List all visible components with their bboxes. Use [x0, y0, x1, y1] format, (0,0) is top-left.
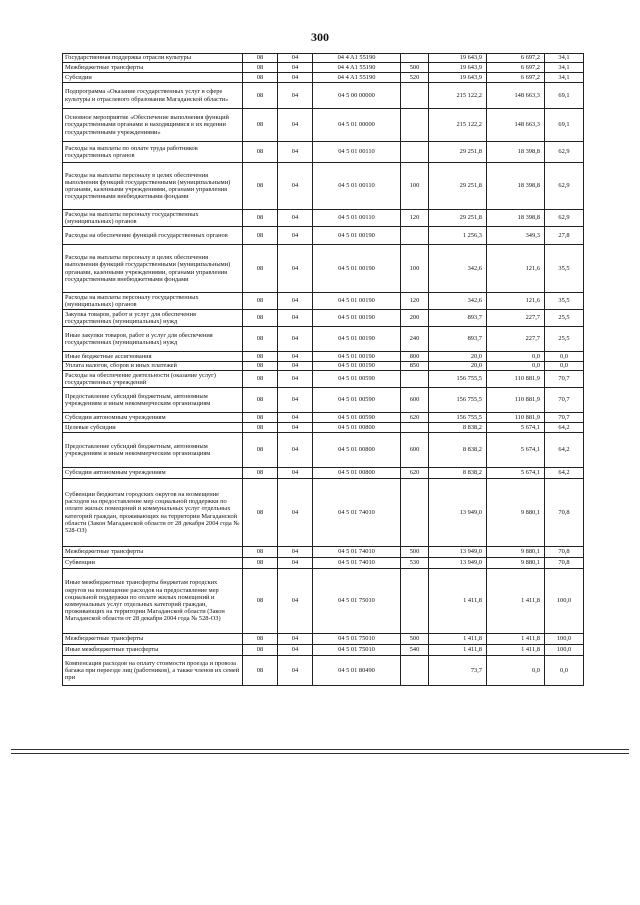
row-executed-amount-cell: 0,0	[487, 656, 545, 686]
table-row	[63, 54, 584, 63]
row-percent-cell: 64,2	[545, 468, 584, 479]
row-target-item-cell: 04 5 01 75010	[313, 634, 401, 645]
row-target-item-cell: 04 5 01 74010	[313, 479, 401, 547]
row-section-cell: 08	[243, 109, 278, 142]
row-name-cell: Иные межбюджетные трансферты	[63, 645, 243, 656]
row-subsection-cell: 04	[278, 634, 313, 645]
row-section-cell: 08	[243, 645, 278, 656]
row-executed-amount-cell: 121,6	[487, 245, 545, 293]
row-percent-cell: 0,0	[545, 352, 584, 362]
footer-rule	[11, 749, 629, 750]
row-executed-amount-cell: 9 880,1	[487, 547, 545, 558]
row-planned-amount-cell: 29 251,8	[429, 163, 487, 210]
row-name-cell: Иные бюджетные ассигнования	[63, 352, 243, 362]
table-row	[63, 362, 584, 371]
row-percent-cell: 27,8	[545, 227, 584, 245]
row-percent-cell: 25,5	[545, 310, 584, 327]
row-expense-type-cell: 540	[401, 645, 429, 656]
row-executed-amount-cell: 9 880,1	[487, 479, 545, 547]
row-section-cell: 08	[243, 362, 278, 371]
row-planned-amount-cell: 73,7	[429, 656, 487, 686]
row-section-cell: 08	[243, 558, 278, 569]
row-name-cell: Компенсация расходов на оплату стоимости проезда и провоза багажа при переезде лиц (работников), а также членов их семей при	[63, 656, 243, 686]
row-executed-amount-cell: 6 697,2	[487, 54, 545, 63]
row-percent-cell: 62,9	[545, 142, 584, 163]
row-section-cell: 08	[243, 63, 278, 73]
table-row	[63, 656, 584, 686]
row-target-item-cell: 04 5 01 00590	[313, 388, 401, 413]
row-subsection-cell: 04	[278, 479, 313, 547]
row-percent-cell: 70,7	[545, 388, 584, 413]
row-percent-cell: 100,0	[545, 634, 584, 645]
row-executed-amount-cell: 148 663,3	[487, 83, 545, 109]
row-planned-amount-cell: 19 643,9	[429, 54, 487, 63]
row-executed-amount-cell: 0,0	[487, 362, 545, 371]
row-target-item-cell: 04 5 01 00800	[313, 433, 401, 468]
row-subsection-cell: 04	[278, 227, 313, 245]
row-subsection-cell: 04	[278, 83, 313, 109]
row-planned-amount-cell: 19 643,9	[429, 63, 487, 73]
row-name-cell: Субсидии	[63, 73, 243, 83]
row-executed-amount-cell: 1 411,8	[487, 645, 545, 656]
row-percent-cell: 70,7	[545, 413, 584, 423]
row-name-cell: Межбюджетные трансферты	[63, 634, 243, 645]
row-section-cell: 08	[243, 569, 278, 634]
row-expense-type-cell	[401, 83, 429, 109]
row-expense-type-cell: 520	[401, 73, 429, 83]
row-subsection-cell: 04	[278, 142, 313, 163]
row-target-item-cell: 04 4 A1 55190	[313, 73, 401, 83]
row-expense-type-cell: 850	[401, 362, 429, 371]
row-percent-cell: 34,1	[545, 54, 584, 63]
table-row	[63, 645, 584, 656]
row-subsection-cell: 04	[278, 210, 313, 227]
row-planned-amount-cell: 29 251,8	[429, 142, 487, 163]
row-section-cell: 08	[243, 433, 278, 468]
row-name-cell: Расходы на обеспечение деятельности (оказание услуг) государственных учреждений	[63, 371, 243, 388]
row-executed-amount-cell: 6 697,2	[487, 73, 545, 83]
row-target-item-cell: 04 5 01 00590	[313, 371, 401, 388]
row-subsection-cell: 04	[278, 433, 313, 468]
row-expense-type-cell: 620	[401, 413, 429, 423]
row-section-cell: 08	[243, 310, 278, 327]
row-name-cell: Расходы на выплаты персоналу государственных (муниципальных) органов	[63, 293, 243, 310]
row-expense-type-cell	[401, 109, 429, 142]
row-target-item-cell: 04 4 A1 55190	[313, 54, 401, 63]
row-target-item-cell: 04 5 01 00000	[313, 109, 401, 142]
row-percent-cell: 62,9	[545, 163, 584, 210]
table-row	[63, 468, 584, 479]
row-target-item-cell: 04 5 01 74010	[313, 558, 401, 569]
row-planned-amount-cell: 156 755,5	[429, 413, 487, 423]
row-expense-type-cell	[401, 656, 429, 686]
table-row	[63, 423, 584, 433]
row-subsection-cell: 04	[278, 163, 313, 210]
row-percent-cell: 69,1	[545, 109, 584, 142]
row-target-item-cell: 04 5 01 74010	[313, 547, 401, 558]
row-planned-amount-cell: 13 949,0	[429, 547, 487, 558]
row-target-item-cell: 04 5 01 00110	[313, 163, 401, 210]
row-planned-amount-cell: 29 251,8	[429, 210, 487, 227]
row-planned-amount-cell: 1 411,8	[429, 645, 487, 656]
row-section-cell: 08	[243, 142, 278, 163]
row-subsection-cell: 04	[278, 245, 313, 293]
row-target-item-cell: 04 5 01 00190	[313, 362, 401, 371]
table-row	[63, 63, 584, 73]
row-percent-cell: 70,7	[545, 371, 584, 388]
row-section-cell: 08	[243, 634, 278, 645]
row-expense-type-cell: 530	[401, 558, 429, 569]
row-executed-amount-cell: 1 411,8	[487, 634, 545, 645]
row-target-item-cell: 04 5 01 00190	[313, 245, 401, 293]
table-row	[63, 245, 584, 293]
budget-table-body	[63, 54, 584, 686]
row-name-cell: Основное мероприятие «Обеспечение выполнения функций государственными органами и находящимися в их ведении государственными учреждениями»	[63, 109, 243, 142]
row-planned-amount-cell: 19 643,9	[429, 73, 487, 83]
row-executed-amount-cell: 5 674,1	[487, 468, 545, 479]
row-subsection-cell: 04	[278, 413, 313, 423]
row-target-item-cell: 04 5 01 00190	[313, 352, 401, 362]
row-percent-cell: 25,5	[545, 327, 584, 352]
row-name-cell: Предоставление субсидий бюджетным, автономным учреждениям и иным некоммерческим организациям	[63, 433, 243, 468]
row-planned-amount-cell: 13 949,0	[429, 558, 487, 569]
row-planned-amount-cell: 156 755,5	[429, 371, 487, 388]
row-section-cell: 08	[243, 479, 278, 547]
table-row	[63, 388, 584, 413]
row-target-item-cell: 04 5 01 00110	[313, 142, 401, 163]
table-row	[63, 352, 584, 362]
row-planned-amount-cell: 20,0	[429, 352, 487, 362]
row-executed-amount-cell: 18 398,8	[487, 142, 545, 163]
row-target-item-cell: 04 5 01 00800	[313, 423, 401, 433]
row-name-cell: Подпрограмма «Оказание государственных услуг в сфере культуры и отраслевого образования Магаданской области»	[63, 83, 243, 109]
row-subsection-cell: 04	[278, 109, 313, 142]
row-subsection-cell: 04	[278, 388, 313, 413]
row-executed-amount-cell: 227,7	[487, 327, 545, 352]
row-target-item-cell: 04 5 01 00110	[313, 210, 401, 227]
row-section-cell: 08	[243, 210, 278, 227]
row-subsection-cell: 04	[278, 468, 313, 479]
row-percent-cell: 35,5	[545, 245, 584, 293]
row-expense-type-cell: 100	[401, 245, 429, 293]
row-name-cell: Иные межбюджетные трансферты бюджетам городских округов на возмещение расходов на предоставление мер социальной поддержки по оплате жилых помещений и коммунальных услуг отдельных категорий граждан, проживающих на территории Магаданской области (Закон Магаданской области от 28 декабря 2004 года № 528-ОЗ)	[63, 569, 243, 634]
row-percent-cell: 100,0	[545, 569, 584, 634]
row-subsection-cell: 04	[278, 547, 313, 558]
row-expense-type-cell	[401, 479, 429, 547]
row-name-cell: Межбюджетные трансферты	[63, 63, 243, 73]
row-name-cell: Субсидии автономным учреждениям	[63, 468, 243, 479]
row-name-cell: Предоставление субсидий бюджетным, автономным учреждениям и иным некоммерческим организациям	[63, 388, 243, 413]
row-subsection-cell: 04	[278, 569, 313, 634]
row-expense-type-cell: 120	[401, 293, 429, 310]
row-planned-amount-cell: 1 411,8	[429, 634, 487, 645]
table-row	[63, 227, 584, 245]
row-target-item-cell: 04 5 01 00800	[313, 468, 401, 479]
row-name-cell: Субсидии автономным учреждениям	[63, 413, 243, 423]
row-section-cell: 08	[243, 163, 278, 210]
row-expense-type-cell: 500	[401, 547, 429, 558]
table-row	[63, 210, 584, 227]
row-percent-cell: 62,9	[545, 210, 584, 227]
row-planned-amount-cell: 156 755,5	[429, 388, 487, 413]
row-target-item-cell: 04 5 01 00590	[313, 413, 401, 423]
row-planned-amount-cell: 893,7	[429, 327, 487, 352]
row-expense-type-cell	[401, 371, 429, 388]
row-executed-amount-cell: 121,6	[487, 293, 545, 310]
row-percent-cell: 70,8	[545, 558, 584, 569]
row-percent-cell: 0,0	[545, 656, 584, 686]
row-expense-type-cell	[401, 569, 429, 634]
row-executed-amount-cell: 0,0	[487, 352, 545, 362]
row-executed-amount-cell: 110 881,9	[487, 413, 545, 423]
row-subsection-cell: 04	[278, 352, 313, 362]
row-executed-amount-cell: 1 411,8	[487, 569, 545, 634]
row-planned-amount-cell: 8 838,2	[429, 433, 487, 468]
row-planned-amount-cell: 8 838,2	[429, 423, 487, 433]
row-expense-type-cell: 600	[401, 433, 429, 468]
budget-table	[62, 53, 584, 686]
row-executed-amount-cell: 18 398,8	[487, 163, 545, 210]
footer-rule-secondary	[11, 753, 629, 754]
row-expense-type-cell: 200	[401, 310, 429, 327]
row-section-cell: 08	[243, 245, 278, 293]
row-expense-type-cell: 500	[401, 634, 429, 645]
row-target-item-cell: 04 5 01 75010	[313, 569, 401, 634]
row-section-cell: 08	[243, 468, 278, 479]
row-name-cell: Расходы на выплаты персоналу в целях обеспечения выполнения функций государственными (муниципальными) органами, казенными учреждениями, органами управления государственными внебюджетными фондами	[63, 163, 243, 210]
row-subsection-cell: 04	[278, 54, 313, 63]
table-row	[63, 73, 584, 83]
row-name-cell: Субвенции бюджетам городских округов на возмещение расходов на предоставление мер социальной поддержки по оплате жилых помещений и коммунальных услуг отдельных категорий граждан, проживающих на территории Магаданской области (Закон Магаданской области от 28 декабря 2004 года № 528-ОЗ)	[63, 479, 243, 547]
row-target-item-cell: 04 4 A1 55190	[313, 63, 401, 73]
row-name-cell: Расходы на выплаты персоналу государственных (муниципальных) органов	[63, 210, 243, 227]
row-executed-amount-cell: 9 880,1	[487, 558, 545, 569]
table-row	[63, 327, 584, 352]
row-target-item-cell: 04 5 01 00190	[313, 293, 401, 310]
row-subsection-cell: 04	[278, 293, 313, 310]
row-section-cell: 08	[243, 423, 278, 433]
row-percent-cell: 0,0	[545, 362, 584, 371]
row-percent-cell: 70,8	[545, 547, 584, 558]
row-name-cell: Межбюджетные трансферты	[63, 547, 243, 558]
row-section-cell: 08	[243, 371, 278, 388]
table-row	[63, 569, 584, 634]
row-planned-amount-cell: 13 949,0	[429, 479, 487, 547]
row-executed-amount-cell: 5 674,1	[487, 433, 545, 468]
row-subsection-cell: 04	[278, 558, 313, 569]
row-expense-type-cell: 500	[401, 63, 429, 73]
row-percent-cell: 35,5	[545, 293, 584, 310]
row-expense-type-cell: 240	[401, 327, 429, 352]
table-row	[63, 310, 584, 327]
row-percent-cell: 64,2	[545, 433, 584, 468]
row-executed-amount-cell: 110 881,9	[487, 388, 545, 413]
row-target-item-cell: 04 5 01 00190	[313, 227, 401, 245]
row-subsection-cell: 04	[278, 371, 313, 388]
row-expense-type-cell: 120	[401, 210, 429, 227]
page-number: 300	[311, 30, 329, 44]
row-planned-amount-cell: 20,0	[429, 362, 487, 371]
row-name-cell: Иные закупки товаров, работ и услуг для обеспечения государственных (муниципальных) нужд	[63, 327, 243, 352]
row-subsection-cell: 04	[278, 327, 313, 352]
row-expense-type-cell: 620	[401, 468, 429, 479]
row-expense-type-cell	[401, 227, 429, 245]
row-section-cell: 08	[243, 227, 278, 245]
row-name-cell: Расходы на выплаты персоналу в целях обеспечения выполнения функций государственными (муниципальными) органами, казенными учреждениями, органами управления государственными внебюджетными фондами	[63, 245, 243, 293]
row-subsection-cell: 04	[278, 362, 313, 371]
row-section-cell: 08	[243, 73, 278, 83]
row-subsection-cell: 04	[278, 310, 313, 327]
row-executed-amount-cell: 18 398,8	[487, 210, 545, 227]
row-executed-amount-cell: 110 881,9	[487, 371, 545, 388]
row-section-cell: 08	[243, 656, 278, 686]
row-section-cell: 08	[243, 327, 278, 352]
row-subsection-cell: 04	[278, 423, 313, 433]
row-expense-type-cell	[401, 54, 429, 63]
row-planned-amount-cell: 215 122,2	[429, 109, 487, 142]
table-row	[63, 293, 584, 310]
row-expense-type-cell: 800	[401, 352, 429, 362]
row-expense-type-cell	[401, 142, 429, 163]
row-name-cell: Закупка товаров, работ и услуг для обеспечения государственных (муниципальных) нужд	[63, 310, 243, 327]
row-planned-amount-cell: 215 122,2	[429, 83, 487, 109]
row-executed-amount-cell: 227,7	[487, 310, 545, 327]
row-name-cell: Государственная поддержка отрасли культуры	[63, 54, 243, 63]
row-expense-type-cell: 100	[401, 163, 429, 210]
row-planned-amount-cell: 342,6	[429, 245, 487, 293]
row-section-cell: 08	[243, 547, 278, 558]
row-percent-cell: 69,1	[545, 83, 584, 109]
row-section-cell: 08	[243, 54, 278, 63]
row-target-item-cell: 04 5 01 80490	[313, 656, 401, 686]
row-executed-amount-cell: 6 697,2	[487, 63, 545, 73]
row-percent-cell: 70,8	[545, 479, 584, 547]
row-section-cell: 08	[243, 293, 278, 310]
table-row	[63, 547, 584, 558]
row-name-cell: Целевые субсидии	[63, 423, 243, 433]
row-executed-amount-cell: 148 663,3	[487, 109, 545, 142]
row-subsection-cell: 04	[278, 73, 313, 83]
row-target-item-cell: 04 5 01 00190	[313, 327, 401, 352]
row-subsection-cell: 04	[278, 63, 313, 73]
row-planned-amount-cell: 8 838,2	[429, 468, 487, 479]
row-planned-amount-cell: 1 411,8	[429, 569, 487, 634]
row-percent-cell: 64,2	[545, 423, 584, 433]
row-percent-cell: 100,0	[545, 645, 584, 656]
row-name-cell: Расходы на обеспечение функций государственных органов	[63, 227, 243, 245]
row-section-cell: 08	[243, 352, 278, 362]
table-row	[63, 371, 584, 388]
row-name-cell: Субвенции	[63, 558, 243, 569]
row-target-item-cell: 04 5 01 75010	[313, 645, 401, 656]
table-row	[63, 479, 584, 547]
row-section-cell: 08	[243, 413, 278, 423]
row-expense-type-cell: 600	[401, 388, 429, 413]
row-target-item-cell: 04 5 00 00000	[313, 83, 401, 109]
table-row	[63, 83, 584, 109]
table-row	[63, 433, 584, 468]
row-subsection-cell: 04	[278, 645, 313, 656]
row-section-cell: 08	[243, 388, 278, 413]
row-executed-amount-cell: 5 674,1	[487, 423, 545, 433]
row-subsection-cell: 04	[278, 656, 313, 686]
table-row	[63, 142, 584, 163]
row-planned-amount-cell: 342,6	[429, 293, 487, 310]
row-planned-amount-cell: 893,7	[429, 310, 487, 327]
row-percent-cell: 34,1	[545, 73, 584, 83]
row-section-cell: 08	[243, 83, 278, 109]
table-row	[63, 558, 584, 569]
row-executed-amount-cell: 349,3	[487, 227, 545, 245]
row-planned-amount-cell: 1 256,3	[429, 227, 487, 245]
row-name-cell: Уплата налогов, сборов и иных платежей	[63, 362, 243, 371]
row-expense-type-cell	[401, 423, 429, 433]
table-row	[63, 163, 584, 210]
table-row	[63, 413, 584, 423]
row-name-cell: Расходы на выплаты по оплате труда работников государственных органов	[63, 142, 243, 163]
row-target-item-cell: 04 5 01 00190	[313, 310, 401, 327]
row-percent-cell: 34,1	[545, 63, 584, 73]
table-row	[63, 109, 584, 142]
table-row	[63, 634, 584, 645]
